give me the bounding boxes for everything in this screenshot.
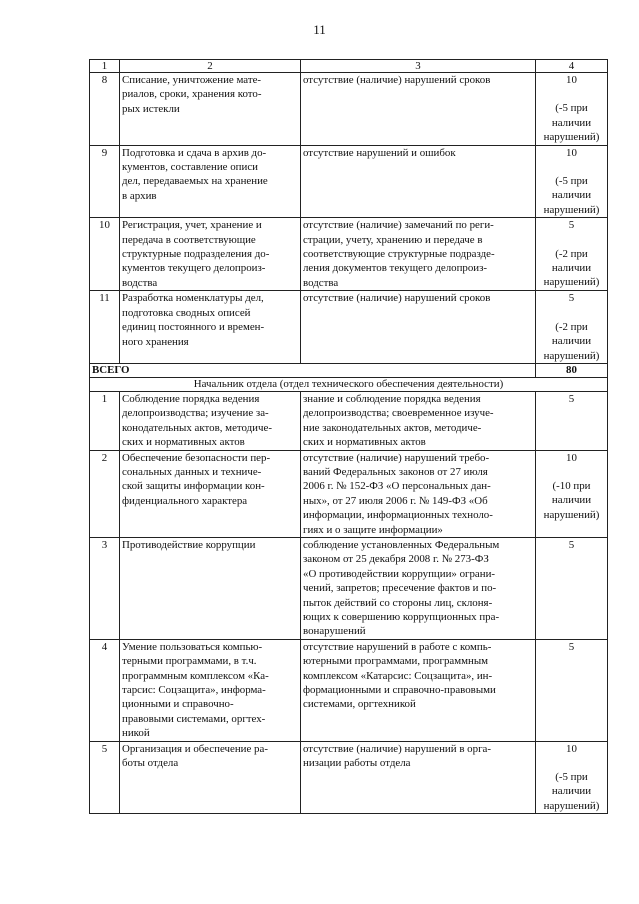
criterion-text: отсутствие (наличие) нарушений требо- ваний Федеральных законов от 27 июля 2006 г. № 152-ФЗ «О персональных дан- ных», от 27 июля 2006 г. № 149-ФЗ «Об информации, информационных техноло- гиях и о защите информации» <box>301 450 536 537</box>
penalty-note: (-2 при наличии нарушений) <box>543 320 600 362</box>
score-value: 10 <box>566 451 577 464</box>
evaluation-table <box>89 59 608 814</box>
indicator-name: Соблюдение порядка ведения делопроизводства; изучение за- конодательных актов, методиче- ских и нормативных актов <box>120 391 301 450</box>
indicator-name: Обеспечение безопасности пер- сональных данных и техниче- ской защиты информации кон- фиденциального характера <box>120 450 301 537</box>
score-value: 5 <box>568 392 575 405</box>
penalty-note: (-5 при наличии нарушений) <box>543 102 600 144</box>
penalty-note: (-2 при наличии нарушений) <box>543 247 600 289</box>
column-header: 3 <box>301 60 536 73</box>
table-row <box>90 391 608 450</box>
score-value: 10 <box>566 742 577 755</box>
table-row <box>90 741 608 814</box>
criterion-text: знание и соблюдение порядка ведения делопроизводства; своевременное изуче- ние законодательных актов, методиче- ских и нормативных актов <box>301 391 536 450</box>
row-number: 9 <box>90 145 120 218</box>
score-value: 10 <box>566 74 577 86</box>
row-number: 8 <box>90 73 120 146</box>
table-row <box>90 537 608 639</box>
row-number: 5 <box>90 741 120 814</box>
row-number: 11 <box>90 291 120 364</box>
table-row <box>90 450 608 537</box>
indicator-name: Регистрация, учет, хранение и передача в соответствующие структурные подразделения до- кументов текущего делопроиз- водства <box>120 218 301 291</box>
score-cell <box>536 73 608 146</box>
score-value: 5 <box>568 292 575 305</box>
criterion-text: отсутствие нарушений и ошибок <box>301 145 536 218</box>
rows-group-top <box>90 73 608 364</box>
table-row <box>90 291 608 364</box>
penalty-note: (-5 при наличии нарушений) <box>543 771 600 812</box>
column-header: 2 <box>120 60 301 73</box>
page-number: 11 <box>313 22 326 37</box>
table-header-row <box>90 60 608 73</box>
criterion-text: отсутствие (наличие) замечаний по реги- страции, учету, хранению и передаче в соответствующие структурные подразде- ления документов текущего делопроиз- водства <box>301 218 536 291</box>
rows-group-bottom <box>90 391 608 813</box>
table-row <box>90 218 608 291</box>
score-cell <box>536 450 608 537</box>
column-header: 4 <box>536 60 608 73</box>
score-cell <box>536 391 608 450</box>
table-row <box>90 73 608 146</box>
row-number: 10 <box>90 218 120 291</box>
total-row <box>90 363 608 377</box>
penalty-note: (-5 при наличии нарушений) <box>543 175 600 216</box>
criterion-text: отсутствие нарушений в работе с компь- ютерными программами, программным комплексом «Катарсис: Соцзащита», ин- формационными и справочно-правовыми системами, оргтехникой <box>301 639 536 741</box>
criterion-text: отсутствие (наличие) нарушений в орга- низации работы отдела <box>301 741 536 814</box>
section-title: Начальник отдела (отдел технического обеспечения деятельности) <box>90 377 608 391</box>
total-value: 80 <box>536 363 608 377</box>
criterion-text: отсутствие (наличие) нарушений сроков <box>301 291 536 364</box>
penalty-note: (-10 при наличии нарушений) <box>543 479 600 521</box>
score-cell <box>536 291 608 364</box>
score-cell <box>536 639 608 741</box>
row-number: 4 <box>90 639 120 741</box>
score-cell <box>536 218 608 291</box>
score-cell <box>536 537 608 639</box>
indicator-name: Подготовка и сдача в архив до- кументов, составление описи дел, передаваемых на хранение в архив <box>120 145 301 218</box>
table-row <box>90 145 608 218</box>
section-row <box>90 377 608 391</box>
row-number: 1 <box>90 391 120 450</box>
indicator-name: Разработка номенклатуры дел, подготовка сводных описей единиц постоянного и времен- ного хранения <box>120 291 301 364</box>
score-cell <box>536 145 608 218</box>
score-cell <box>536 741 608 814</box>
criterion-text: отсутствие (наличие) нарушений сроков <box>301 73 536 146</box>
score-value: 5 <box>568 219 575 232</box>
table-row <box>90 639 608 741</box>
row-number: 3 <box>90 537 120 639</box>
indicator-name: Умение пользоваться компью- терными программами, в т.ч. программным комплексом «Ка- тарсис: Соцзащита», информа- ционными и справочно- правовыми системами, оргтех- никой <box>120 639 301 741</box>
criterion-text: соблюдение установленных Федеральным законом от 25 декабря 2008 г. № 273-ФЗ «О противодействии коррупции» ограни- чений, запретов; пресечение фактов и по- пыток действий со стороны лиц, склоня- ющих к совершению коррупционных пра- вонарушений <box>301 537 536 639</box>
indicator-name: Списание, уничтожение мате- риалов, сроки, хранения кото- рых истекли <box>120 73 301 146</box>
row-number: 2 <box>90 450 120 537</box>
score-value: 5 <box>568 640 575 653</box>
column-header: 1 <box>90 60 120 73</box>
score-value: 5 <box>568 538 575 551</box>
score-value: 10 <box>566 146 577 159</box>
indicator-name: Противодействие коррупции <box>120 537 301 639</box>
indicator-name: Организация и обеспечение ра- боты отдела <box>120 741 301 814</box>
total-label: ВСЕГО <box>90 363 536 377</box>
